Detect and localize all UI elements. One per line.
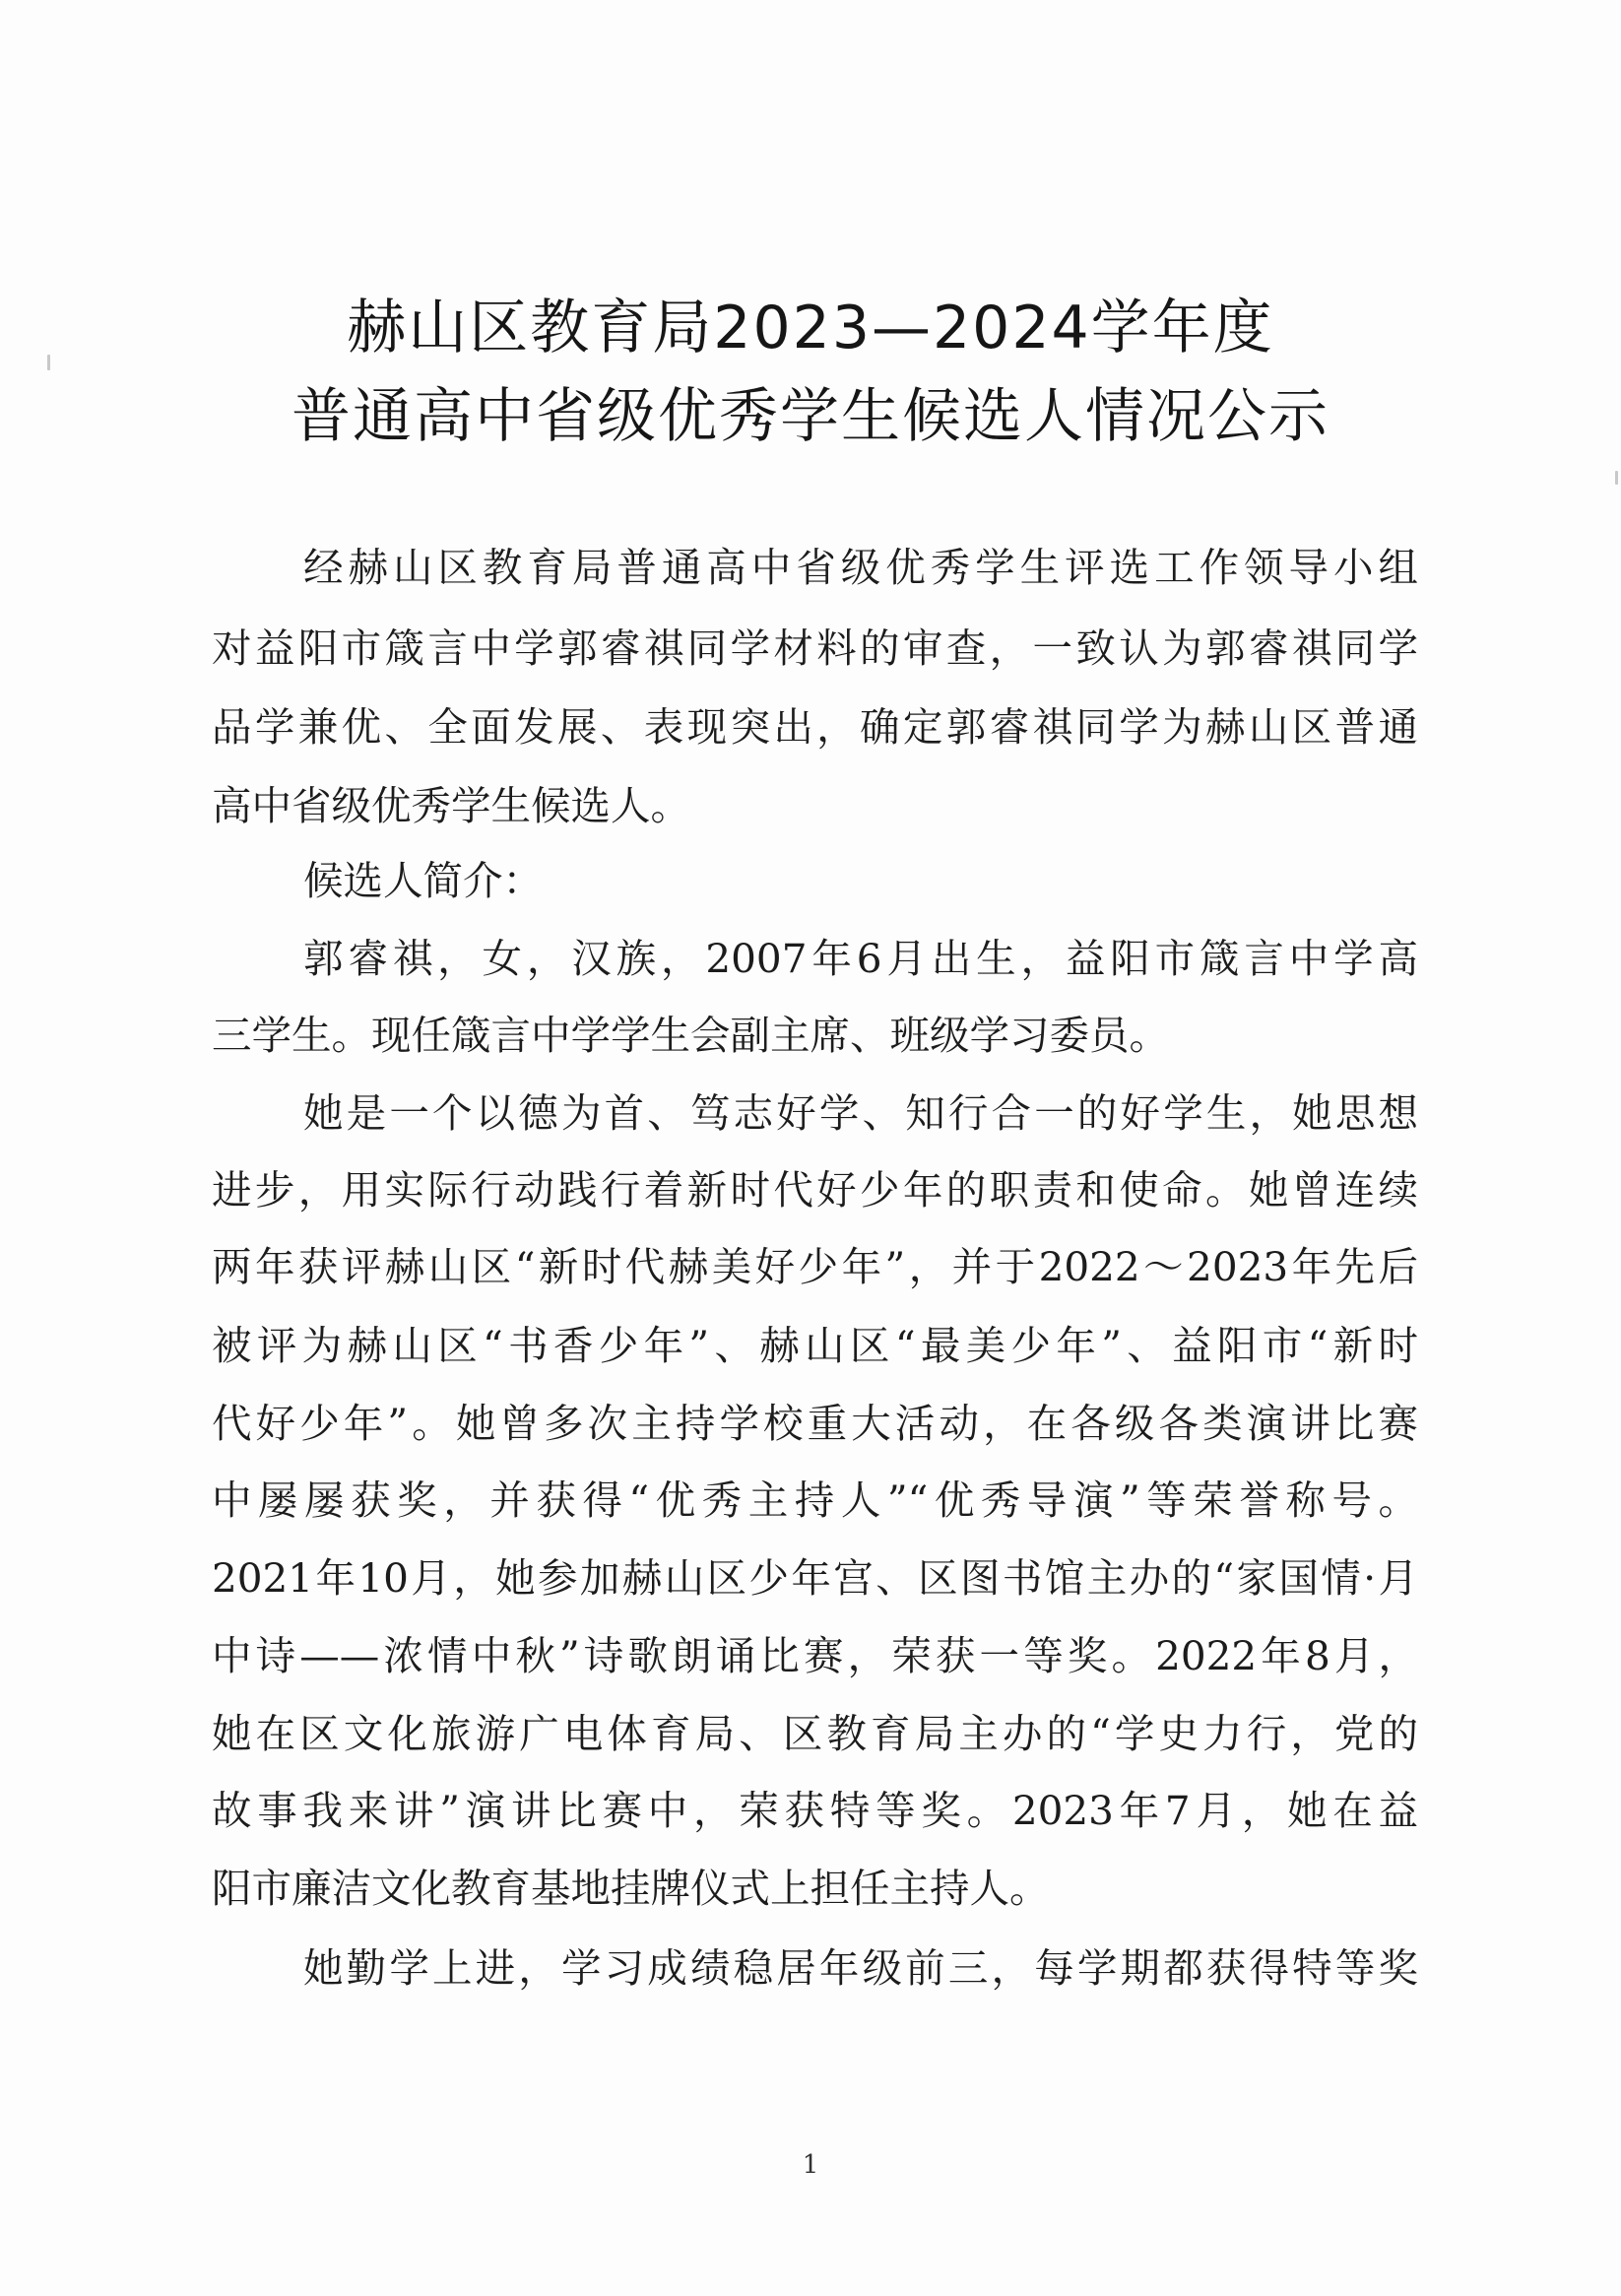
paragraph-line: 两年获评赫山区“新时代赫美好少年”，并于2022～2023年先后 — [212, 1243, 1418, 1290]
paragraph-line: 她是一个以德为首、笃志好学、知行合一的好学生，她思想 — [303, 1089, 1418, 1137]
paragraph-line: 故事我来讲”演讲比赛中，荣获特等奖。2023年7月，她在益 — [212, 1787, 1418, 1834]
paragraph-line: 品学兼优、全面发展、表现突出，确定郭睿祺同学为赫山区普通 — [212, 703, 1418, 751]
scan-mark-right — [1615, 471, 1618, 485]
paragraph-line: 进步，用实际行动践行着新时代好少年的职责和使命。她曾连续 — [212, 1166, 1418, 1214]
section-label: 候选人简介： — [303, 857, 543, 904]
paragraph-line: 2021年10月，她参加赫山区少年宫、区图书馆主办的“家国情·月 — [212, 1554, 1418, 1602]
paragraph-line: 三学生。现任箴言中学学生会副主席、班级学习委员。 — [212, 1012, 1169, 1059]
paragraph-line: 她勤学上进，学习成绩稳居年级前三，每学期都获得特等奖 — [303, 1944, 1418, 1992]
paragraph-line: 对益阳市箴言中学郭睿祺同学材料的审查，一致认为郭睿祺同学 — [212, 624, 1418, 672]
paragraph-line: 郭睿祺，女，汉族，2007年6月出生，益阳市箴言中学高 — [303, 935, 1418, 982]
paragraph-line: 她在区文化旅游广电体育局、区教育局主办的“学史力行，党的 — [212, 1710, 1418, 1757]
page-number: 1 — [802, 2150, 819, 2180]
paragraph-line: 中诗——浓情中秋”诗歌朗诵比赛，荣获一等奖。2022年8月， — [212, 1632, 1418, 1679]
paragraph-line: 高中省级优秀学生候选人。 — [212, 782, 690, 829]
paragraph-line: 代好少年”。她曾多次主持学校重大活动，在各级各类演讲比赛 — [212, 1400, 1418, 1447]
paragraph-line: 阳市廉洁文化教育基地挂牌仪式上担任主持人。 — [212, 1865, 1050, 1912]
document-title-line-2: 普通高中省级优秀学生候选人情况公示 — [292, 382, 1329, 451]
paragraph-line: 被评为赫山区“书香少年”、赫山区“最美少年”、益阳市“新时 — [212, 1322, 1418, 1369]
document-title-line-1: 赫山区教育局2023—2024学年度 — [347, 294, 1274, 362]
paragraph-line: 经赫山区教育局普通高中省级优秀学生评选工作领导小组 — [303, 544, 1418, 591]
paragraph-line: 中屡屡获奖，并获得“优秀主持人”“优秀导演”等荣誉称号。 — [212, 1476, 1418, 1524]
